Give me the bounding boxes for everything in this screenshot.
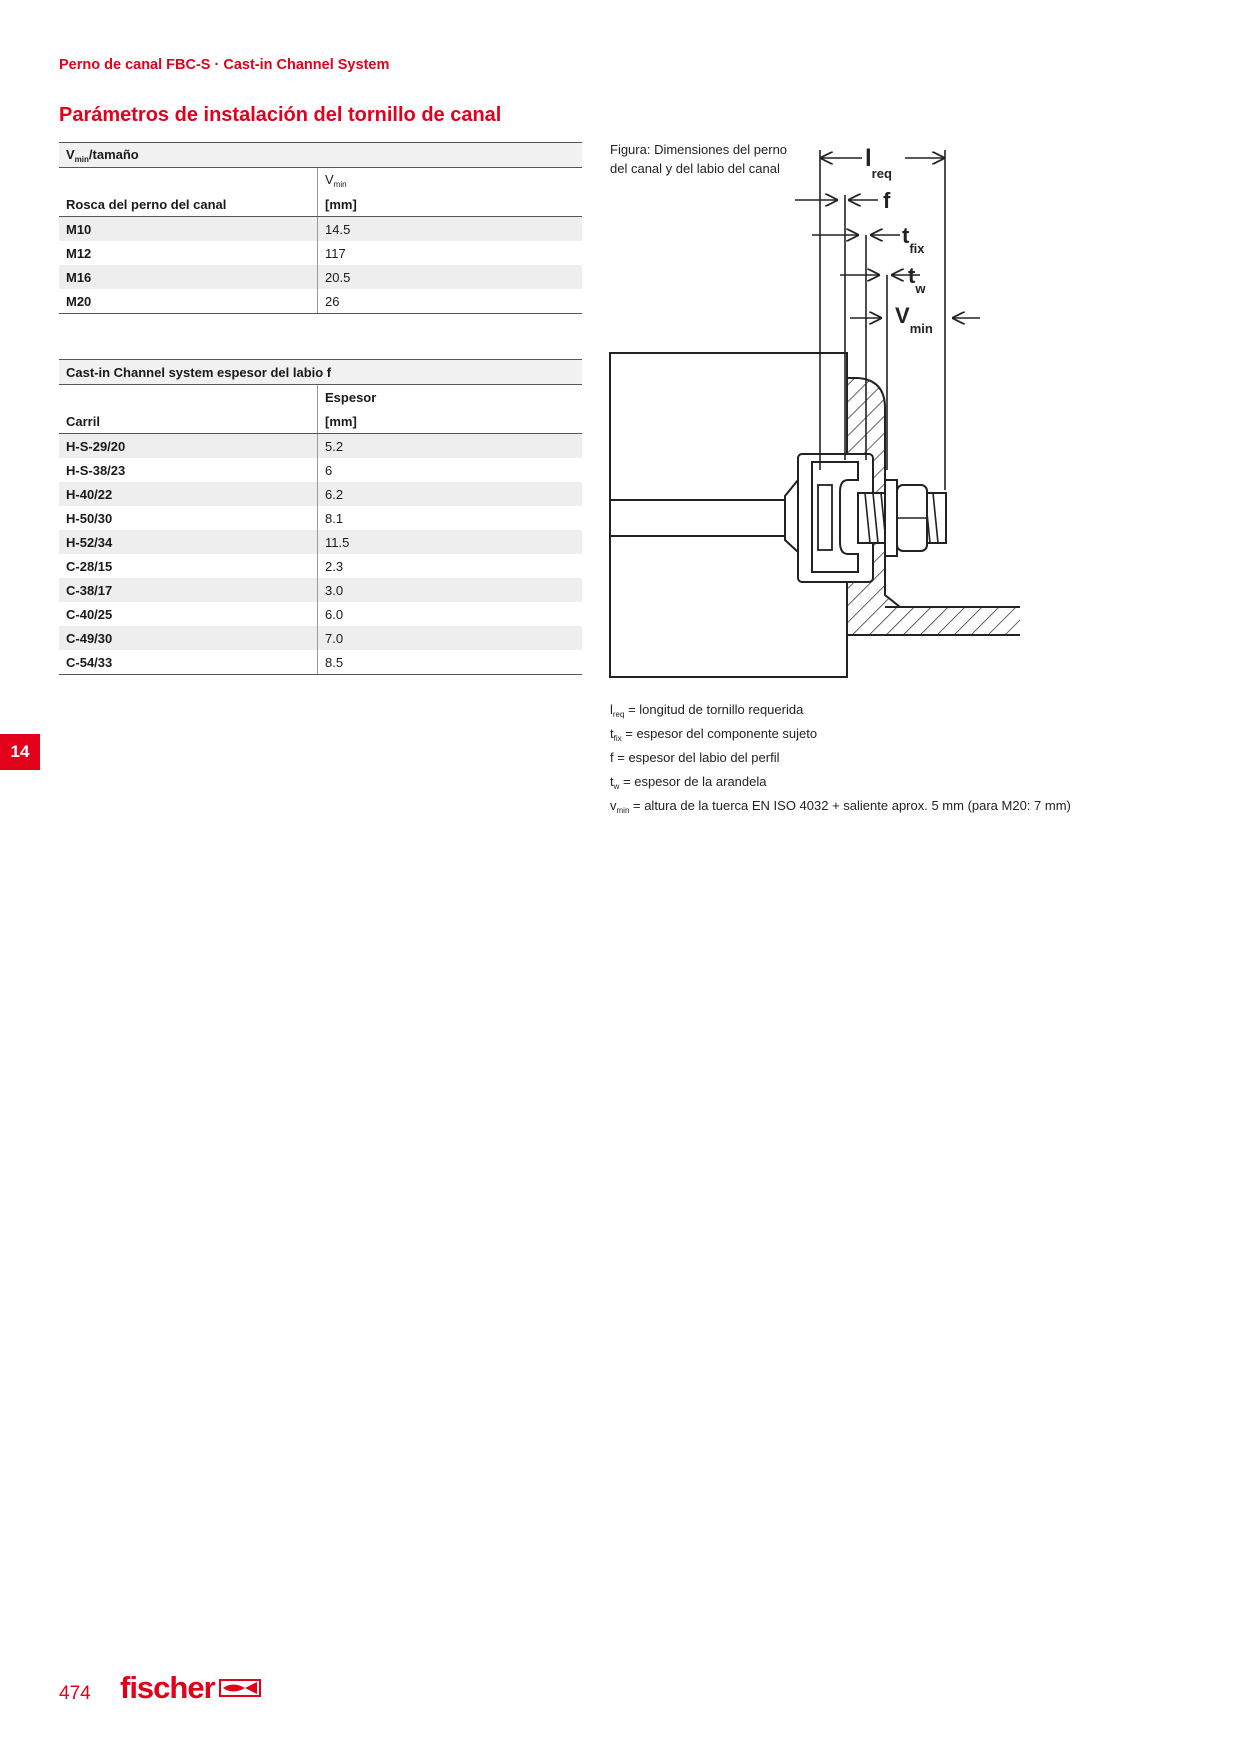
legend-item: $t_{fix}$ = espesor del componente sujeto xyxy=(610,726,818,743)
row-value: 7.0 xyxy=(318,626,583,650)
page-title: Parámetros de instalación del tornillo de canal xyxy=(59,104,502,126)
row-label: M12 xyxy=(59,241,318,265)
row-value: 8.1 xyxy=(325,510,344,526)
legend-item: $l_{req}$ = longitud de tornillo requerida xyxy=(610,702,804,719)
row-value: 20.5 xyxy=(318,265,583,289)
legend-item: f = espesor del labio del perfil xyxy=(610,750,780,765)
label-vmin: $V_{min}$ xyxy=(895,303,933,336)
row-label: H-S-29/20 xyxy=(59,434,318,459)
row-value: 117 xyxy=(325,245,346,261)
row-label: C-38/17 xyxy=(59,578,318,602)
row-label: H-S-38/23 xyxy=(59,458,318,482)
column-header-vmin: $V_{min}$ xyxy=(325,171,347,189)
column-header-unit: [mm] xyxy=(318,192,583,217)
row-value: 5.2 xyxy=(318,434,583,459)
fish-logo-icon xyxy=(219,1679,261,1697)
row-label: H-50/30 xyxy=(59,506,318,530)
row-value: 3.0 xyxy=(318,578,583,602)
column-header-unit: [mm] xyxy=(318,409,583,434)
row-label: H-40/22 xyxy=(59,482,318,506)
row-label: C-54/33 xyxy=(59,650,318,675)
logo-wordmark: fischer xyxy=(120,1670,215,1705)
table-caption: Cast-in Channel system espesor del labio f xyxy=(59,360,582,385)
breadcrumb: Perno de canal FBC-S · Cast-in Channel System xyxy=(59,57,390,73)
row-label: C-28/15 xyxy=(59,554,318,578)
row-value: 26 xyxy=(318,289,583,314)
row-label: M20 xyxy=(59,289,318,314)
figure-legend xyxy=(610,700,1071,820)
row-value: 6 xyxy=(325,462,333,478)
fischer-logo xyxy=(120,1670,261,1706)
column-header-thread: Rosca del perno del canal xyxy=(59,192,318,217)
row-label: C-49/30 xyxy=(59,626,318,650)
row-value: 8.5 xyxy=(318,650,583,675)
figure-caption: Figura: Dimensiones del perno del canal y del labio del canal xyxy=(610,142,788,176)
lip-thickness-table xyxy=(59,359,582,675)
table-caption: $V_{min}$/tamaño xyxy=(59,143,582,168)
row-label: H-52/34 xyxy=(59,530,318,554)
row-value: 14.5 xyxy=(318,217,583,242)
row-label: C-40/25 xyxy=(59,602,318,626)
label-tfix: $t_{fix}$ xyxy=(902,223,925,256)
vmin-table xyxy=(59,142,582,314)
label-lreq: $l_{req}$ xyxy=(865,145,892,181)
label-tw: $t_w$ xyxy=(908,263,926,296)
column-header-rail: Carril xyxy=(59,409,318,434)
legend-item: $t_w$ = espesor de la arandela xyxy=(610,774,767,791)
page-number: 474 xyxy=(59,1683,91,1704)
row-value: 6.0 xyxy=(325,606,344,622)
column-header-thickness: Espesor xyxy=(325,389,377,405)
row-value: 11.5 xyxy=(318,530,583,554)
legend-item: $v_{min}$ = altura de la tuerca EN ISO 4032 + saliente aprox. 5 mm (para M20: 7 mm) xyxy=(610,798,1071,815)
channel-bolt-diagram xyxy=(600,140,1020,685)
row-value: 6.2 xyxy=(318,482,583,506)
bolt-shank xyxy=(610,500,785,536)
washer xyxy=(885,480,897,556)
row-value: 2.3 xyxy=(325,558,344,574)
row-label: M10 xyxy=(59,217,318,242)
row-label: M16 xyxy=(59,265,318,289)
chapter-tab: 14 xyxy=(0,734,40,770)
label-f: f xyxy=(883,188,891,213)
